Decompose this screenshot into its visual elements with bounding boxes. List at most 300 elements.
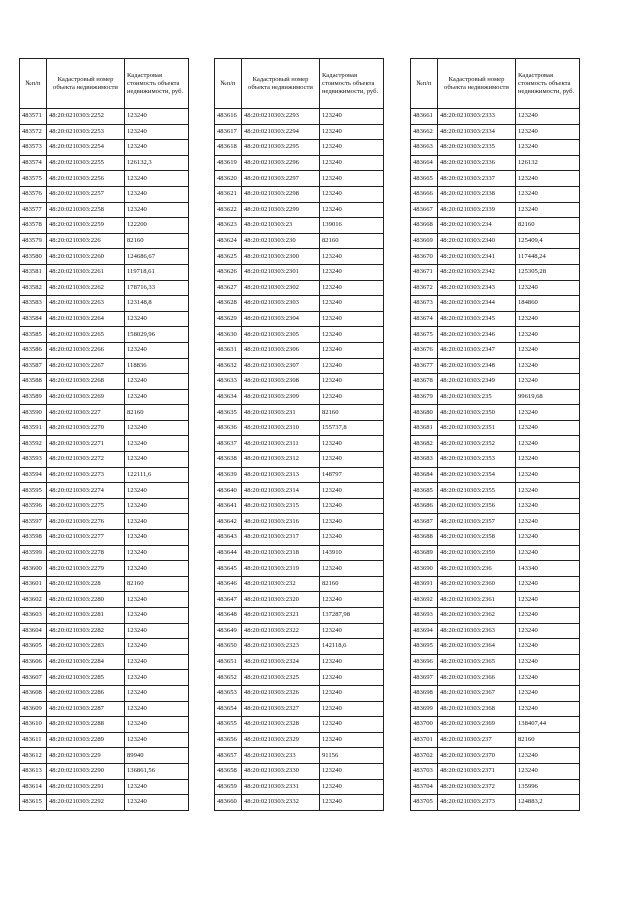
- cadastral-number: 48:20:0210303:2337: [438, 171, 516, 187]
- row-number: 483661: [411, 109, 438, 125]
- cadastral-value: 123240: [125, 452, 189, 468]
- cadastral-value: 123240: [320, 186, 384, 202]
- row-number: 483669: [411, 233, 438, 249]
- row-number: 483574: [20, 155, 47, 171]
- cadastral-number: 48:20:0210303:2260: [47, 249, 125, 265]
- table-row: [411, 264, 580, 280]
- table-row: [215, 592, 384, 608]
- table-row: [20, 389, 189, 405]
- row-number: 483577: [20, 202, 47, 218]
- table-row: [20, 592, 189, 608]
- row-number: 483590: [20, 405, 47, 421]
- row-number: 483598: [20, 530, 47, 546]
- cadastral-number: 48:20:0210303:2280: [47, 592, 125, 608]
- cadastral-number: 48:20:0210303:2368: [438, 701, 516, 717]
- table-row: [411, 109, 580, 125]
- cadastral-number: 48:20:0210303:2358: [438, 530, 516, 546]
- row-number: 483692: [411, 592, 438, 608]
- row-number: 483650: [215, 639, 242, 655]
- table-row: [411, 498, 580, 514]
- table-row: [20, 202, 189, 218]
- cadastral-value: 123240: [320, 795, 384, 811]
- table-row: [215, 124, 384, 140]
- cadastral-number: 48:20:0210303:2268: [47, 374, 125, 390]
- cadastral-value: 122200: [125, 218, 189, 234]
- cadastral-value: 123240: [125, 483, 189, 499]
- row-number: 483617: [215, 124, 242, 140]
- cadastral-number: 48:20:0210303:2319: [242, 561, 320, 577]
- cadastral-number: 48:20:0210303:2341: [438, 249, 516, 265]
- cadastral-number: 48:20:0210303:2333: [438, 109, 516, 125]
- table-row: [215, 389, 384, 405]
- table-row: [20, 233, 189, 249]
- cadastral-number: 48:20:0210303:2262: [47, 280, 125, 296]
- table-row: [20, 732, 189, 748]
- cadastral-number: 48:20:0210303:2295: [242, 140, 320, 156]
- row-number: 483576: [20, 186, 47, 202]
- row-number: 483683: [411, 452, 438, 468]
- table-row: [411, 389, 580, 405]
- row-number: 483581: [20, 264, 47, 280]
- cadastral-value: 123240: [125, 498, 189, 514]
- cadastral-number: 48:20:0210303:2300: [242, 249, 320, 265]
- row-number: 483698: [411, 685, 438, 701]
- row-number: 483604: [20, 623, 47, 639]
- row-number: 483705: [411, 795, 438, 811]
- row-number: 483601: [20, 576, 47, 592]
- cadastral-number: 48:20:0210303:2360: [438, 576, 516, 592]
- table-row: [215, 545, 384, 561]
- row-number: 483703: [411, 763, 438, 779]
- row-number: 483702: [411, 748, 438, 764]
- table-row: [215, 639, 384, 655]
- cadastral-number: 48:20:0210303:2320: [242, 592, 320, 608]
- cadastral-number: 48:20:0210303:2269: [47, 389, 125, 405]
- row-number: 483704: [411, 779, 438, 795]
- cadastral-value: 123240: [125, 561, 189, 577]
- cadastral-number: 48:20:0210303:2308: [242, 374, 320, 390]
- table-row: [215, 561, 384, 577]
- cadastral-value: 123240: [320, 124, 384, 140]
- cadastral-number: 48:20:0210303:2359: [438, 545, 516, 561]
- cadastral-value: 123240: [125, 545, 189, 561]
- header-number: №п/п: [20, 59, 47, 109]
- cadastral-value: 123240: [516, 140, 580, 156]
- cadastral-value: 123240: [125, 795, 189, 811]
- cadastral-number: 48:20:0210303:2265: [47, 327, 125, 343]
- cadastral-value: 139016: [320, 218, 384, 234]
- cadastral-value: 123240: [125, 202, 189, 218]
- cadastral-value: 123240: [516, 483, 580, 499]
- row-number: 483643: [215, 530, 242, 546]
- table-row: [411, 639, 580, 655]
- table-row: [215, 171, 384, 187]
- cadastral-number: 48:20:0210303:2291: [47, 779, 125, 795]
- cadastral-number: 48:20:0210303:2330: [242, 763, 320, 779]
- cadastral-number: 48:20:0210303:2363: [438, 623, 516, 639]
- row-number: 483654: [215, 701, 242, 717]
- table-row: [20, 311, 189, 327]
- row-number: 483613: [20, 763, 47, 779]
- table-row: [411, 545, 580, 561]
- cadastral-value: 123240: [125, 374, 189, 390]
- row-number: 483600: [20, 561, 47, 577]
- row-number: 483664: [411, 155, 438, 171]
- table-row: [20, 467, 189, 483]
- cadastral-value: 123240: [516, 608, 580, 624]
- table-row: [215, 140, 384, 156]
- table-row: [20, 608, 189, 624]
- cadastral-value: 123240: [320, 623, 384, 639]
- table-row: [215, 452, 384, 468]
- cadastral-value: 91156: [320, 748, 384, 764]
- table-row: [20, 717, 189, 733]
- cadastral-number: 48:20:0210303:23: [242, 218, 320, 234]
- table-row: [20, 280, 189, 296]
- table-row: [20, 748, 189, 764]
- cadastral-value: 123240: [320, 732, 384, 748]
- row-number: 483645: [215, 561, 242, 577]
- row-number: 483584: [20, 311, 47, 327]
- cadastral-number: 48:20:0210303:2372: [438, 779, 516, 795]
- table-row: [411, 155, 580, 171]
- row-number: 483657: [215, 748, 242, 764]
- cadastral-value: 82160: [320, 576, 384, 592]
- table-row: [20, 795, 189, 811]
- table-row: [20, 623, 189, 639]
- table-row: [411, 374, 580, 390]
- cadastral-number: 48:20:0210303:2313: [242, 467, 320, 483]
- header-cadastral-number: Кадастровый номер объекта недвижимости: [47, 59, 125, 109]
- cadastral-value: 123240: [516, 436, 580, 452]
- table-row: [215, 109, 384, 125]
- row-number: 483571: [20, 109, 47, 125]
- cadastral-value: 125305,28: [516, 264, 580, 280]
- table-row: [411, 296, 580, 312]
- table-row: [411, 732, 580, 748]
- table-row: [411, 218, 580, 234]
- row-number: 483624: [215, 233, 242, 249]
- cadastral-value: 125409,4: [516, 233, 580, 249]
- row-number: 483694: [411, 623, 438, 639]
- cadastral-value: 123240: [320, 483, 384, 499]
- cadastral-number: 48:20:0210303:2362: [438, 608, 516, 624]
- table-row: [411, 420, 580, 436]
- cadastral-number: 48:20:0210303:2338: [438, 186, 516, 202]
- cadastral-value: 123240: [516, 467, 580, 483]
- cadastral-value: 123240: [516, 311, 580, 327]
- cadastral-number: 48:20:0210303:2297: [242, 171, 320, 187]
- cadastral-number: 48:20:0210303:2366: [438, 670, 516, 686]
- cadastral-value: 123240: [125, 342, 189, 358]
- cadastral-value: 123240: [320, 140, 384, 156]
- row-number: 483633: [215, 374, 242, 390]
- table-row: [20, 561, 189, 577]
- cadastral-value: 123240: [516, 514, 580, 530]
- row-number: 483609: [20, 701, 47, 717]
- cadastral-number: 48:20:0210303:2324: [242, 654, 320, 670]
- cadastral-value: 117448,24: [516, 249, 580, 265]
- cadastral-value: 123240: [320, 171, 384, 187]
- cadastral-value: 124686,67: [125, 249, 189, 265]
- cadastral-value: 123240: [320, 654, 384, 670]
- row-number: 483678: [411, 374, 438, 390]
- cadastral-value: 82160: [320, 405, 384, 421]
- cadastral-number: 48:20:0210303:2327: [242, 701, 320, 717]
- cadastral-value: 99619,68: [516, 389, 580, 405]
- cadastral-number: 48:20:0210303:229: [47, 748, 125, 764]
- cadastral-value: 123240: [516, 342, 580, 358]
- cadastral-number: 48:20:0210303:2255: [47, 155, 125, 171]
- cadastral-value: 123240: [516, 358, 580, 374]
- cadastral-value: 123240: [320, 779, 384, 795]
- cadastral-value: 142118,6: [320, 639, 384, 655]
- cadastral-number: 48:20:0210303:2278: [47, 545, 125, 561]
- cadastral-number: 48:20:0210303:2371: [438, 763, 516, 779]
- header-cadastral-value: Кадастровая стоимость объекта недвижимости, руб.: [320, 59, 384, 109]
- cadastral-number: 48:20:0210303:2321: [242, 608, 320, 624]
- row-number: 483628: [215, 296, 242, 312]
- cadastral-value: 123240: [516, 639, 580, 655]
- cadastral-value: 123240: [320, 109, 384, 125]
- table-header-row: [20, 59, 189, 109]
- table-row: [411, 701, 580, 717]
- cadastral-number: 48:20:0210303:2289: [47, 732, 125, 748]
- cadastral-number: 48:20:0210303:2349: [438, 374, 516, 390]
- row-number: 483660: [215, 795, 242, 811]
- table-row: [215, 218, 384, 234]
- table-row: [411, 280, 580, 296]
- table-row: [215, 732, 384, 748]
- row-number: 483671: [411, 264, 438, 280]
- row-number: 483696: [411, 654, 438, 670]
- header-cadastral-value: Кадастровая стоимость объекта недвижимости, руб.: [516, 59, 580, 109]
- cadastral-value: 123240: [320, 358, 384, 374]
- cadastral-value: 123240: [125, 732, 189, 748]
- row-number: 483684: [411, 467, 438, 483]
- row-number: 483620: [215, 171, 242, 187]
- cadastral-number: 48:20:0210303:2369: [438, 717, 516, 733]
- cadastral-number: 48:20:0210303:2294: [242, 124, 320, 140]
- cadastral-value: 123240: [125, 109, 189, 125]
- table-row: [215, 654, 384, 670]
- cadastral-number: 48:20:0210303:2301: [242, 264, 320, 280]
- row-number: 483592: [20, 436, 47, 452]
- row-number: 483615: [20, 795, 47, 811]
- row-number: 483685: [411, 483, 438, 499]
- cadastral-number: 48:20:0210303:2325: [242, 670, 320, 686]
- row-number: 483606: [20, 654, 47, 670]
- row-number: 483681: [411, 420, 438, 436]
- cadastral-value: 126132: [516, 155, 580, 171]
- row-number: 483674: [411, 311, 438, 327]
- row-number: 483689: [411, 545, 438, 561]
- row-number: 483644: [215, 545, 242, 561]
- table-row: [20, 218, 189, 234]
- table-row: [20, 639, 189, 655]
- cadastral-value: 123240: [320, 155, 384, 171]
- cadastral-number: 48:20:0210303:2317: [242, 530, 320, 546]
- cadastral-value: 123240: [125, 311, 189, 327]
- cadastral-value: 123240: [320, 514, 384, 530]
- table-row: [215, 374, 384, 390]
- table-row: [215, 779, 384, 795]
- cadastral-value: 123240: [125, 140, 189, 156]
- cadastral-value: 123240: [125, 623, 189, 639]
- cadastral-number: 48:20:0210303:2261: [47, 264, 125, 280]
- table-row: [411, 358, 580, 374]
- cadastral-number: 48:20:0210303:2304: [242, 311, 320, 327]
- cadastral-number: 48:20:0210303:2285: [47, 670, 125, 686]
- table-row: [215, 467, 384, 483]
- row-number: 483639: [215, 467, 242, 483]
- cadastral-value: 123240: [516, 498, 580, 514]
- table-row: [215, 701, 384, 717]
- row-number: 483679: [411, 389, 438, 405]
- cadastral-number: 48:20:0210303:2353: [438, 452, 516, 468]
- table-row: [411, 233, 580, 249]
- row-number: 483627: [215, 280, 242, 296]
- row-number: 483631: [215, 342, 242, 358]
- table-row: [20, 374, 189, 390]
- cadastral-value: 123240: [516, 280, 580, 296]
- cadastral-value: 123240: [516, 654, 580, 670]
- row-number: 483611: [20, 732, 47, 748]
- table-row: [215, 514, 384, 530]
- header-cadastral-number: Кадастровый номер объекта недвижимости: [242, 59, 320, 109]
- cadastral-value: 82160: [125, 405, 189, 421]
- cadastral-value: 123240: [516, 592, 580, 608]
- row-number: 483593: [20, 452, 47, 468]
- cadastral-number: 48:20:0210303:2314: [242, 483, 320, 499]
- cadastral-number: 48:20:0210303:2309: [242, 389, 320, 405]
- cadastral-number: 48:20:0210303:2336: [438, 155, 516, 171]
- cadastral-value: 123240: [516, 420, 580, 436]
- cadastral-number: 48:20:0210303:2290: [47, 763, 125, 779]
- table-row: [215, 233, 384, 249]
- row-number: 483621: [215, 186, 242, 202]
- cadastral-value: 123240: [320, 717, 384, 733]
- cadastral-number: 48:20:0210303:2270: [47, 420, 125, 436]
- row-number: 483575: [20, 171, 47, 187]
- row-number: 483641: [215, 498, 242, 514]
- cadastral-value: 123240: [320, 530, 384, 546]
- cadastral-number: 48:20:0210303:2355: [438, 483, 516, 499]
- row-number: 483630: [215, 327, 242, 343]
- cadastral-value: 136861,56: [125, 763, 189, 779]
- row-number: 483632: [215, 358, 242, 374]
- row-number: 483676: [411, 342, 438, 358]
- cadastral-value: 123148,8: [125, 296, 189, 312]
- cadastral-value: 123240: [125, 124, 189, 140]
- row-number: 483634: [215, 389, 242, 405]
- row-number: 483680: [411, 405, 438, 421]
- cadastral-value: 123240: [320, 436, 384, 452]
- row-number: 483666: [411, 186, 438, 202]
- row-number: 483675: [411, 327, 438, 343]
- cadastral-value: 123240: [320, 561, 384, 577]
- table-row: [215, 249, 384, 265]
- table-row: [20, 670, 189, 686]
- cadastral-value: 123240: [516, 452, 580, 468]
- cadastral-value: 143340: [516, 561, 580, 577]
- cadastral-number: 48:20:0210303:2351: [438, 420, 516, 436]
- cadastral-value: 82160: [516, 732, 580, 748]
- table-row: [411, 202, 580, 218]
- table-row: [20, 530, 189, 546]
- table-row: [20, 342, 189, 358]
- cadastral-value: 123240: [125, 436, 189, 452]
- cadastral-value: 123240: [516, 685, 580, 701]
- row-number: 483658: [215, 763, 242, 779]
- cadastral-number: 48:20:0210303:237: [438, 732, 516, 748]
- table-row: [215, 327, 384, 343]
- cadastral-number: 48:20:0210303:2344: [438, 296, 516, 312]
- table-row: [411, 748, 580, 764]
- row-number: 483588: [20, 374, 47, 390]
- table-row: [20, 763, 189, 779]
- row-number: 483699: [411, 701, 438, 717]
- row-number: 483646: [215, 576, 242, 592]
- cadastral-value: 137287,98: [320, 608, 384, 624]
- cadastral-number: 48:20:0210303:2328: [242, 717, 320, 733]
- cadastral-value: 82160: [125, 233, 189, 249]
- cadastral-number: 48:20:0210303:2277: [47, 530, 125, 546]
- cadastral-number: 48:20:0210303:2343: [438, 280, 516, 296]
- cadastral-value: 158029,96: [125, 327, 189, 343]
- registry-table-3: [410, 58, 580, 811]
- row-number: 483667: [411, 202, 438, 218]
- table-row: [20, 155, 189, 171]
- cadastral-value: 123240: [125, 608, 189, 624]
- row-number: 483595: [20, 483, 47, 499]
- row-number: 483608: [20, 685, 47, 701]
- cadastral-value: 123240: [125, 530, 189, 546]
- cadastral-number: 48:20:0210303:2288: [47, 717, 125, 733]
- cadastral-number: 48:20:0210303:2316: [242, 514, 320, 530]
- table-row: [215, 296, 384, 312]
- table-row: [215, 498, 384, 514]
- table-row: [411, 171, 580, 187]
- cadastral-number: 48:20:0210303:235: [438, 389, 516, 405]
- cadastral-value: 123240: [320, 389, 384, 405]
- cadastral-number: 48:20:0210303:2282: [47, 623, 125, 639]
- row-number: 483626: [215, 264, 242, 280]
- cadastral-number: 48:20:0210303:231: [242, 405, 320, 421]
- cadastral-value: 123240: [125, 717, 189, 733]
- table-header-row: [215, 59, 384, 109]
- table-row: [20, 779, 189, 795]
- cadastral-number: 48:20:0210303:232: [242, 576, 320, 592]
- cadastral-number: 48:20:0210303:2340: [438, 233, 516, 249]
- table-row: [20, 498, 189, 514]
- cadastral-number: 48:20:0210303:2345: [438, 311, 516, 327]
- row-number: 483697: [411, 670, 438, 686]
- cadastral-value: 123240: [125, 670, 189, 686]
- cadastral-value: 123240: [125, 654, 189, 670]
- table-row: [20, 171, 189, 187]
- row-number: 483647: [215, 592, 242, 608]
- table-row: [411, 467, 580, 483]
- cadastral-value: 123240: [125, 685, 189, 701]
- table-row: [215, 405, 384, 421]
- header-number: №п/п: [215, 59, 242, 109]
- table-row: [215, 530, 384, 546]
- table-row: [20, 483, 189, 499]
- row-number: 483580: [20, 249, 47, 265]
- cadastral-number: 48:20:0210303:2312: [242, 452, 320, 468]
- table-row: [215, 685, 384, 701]
